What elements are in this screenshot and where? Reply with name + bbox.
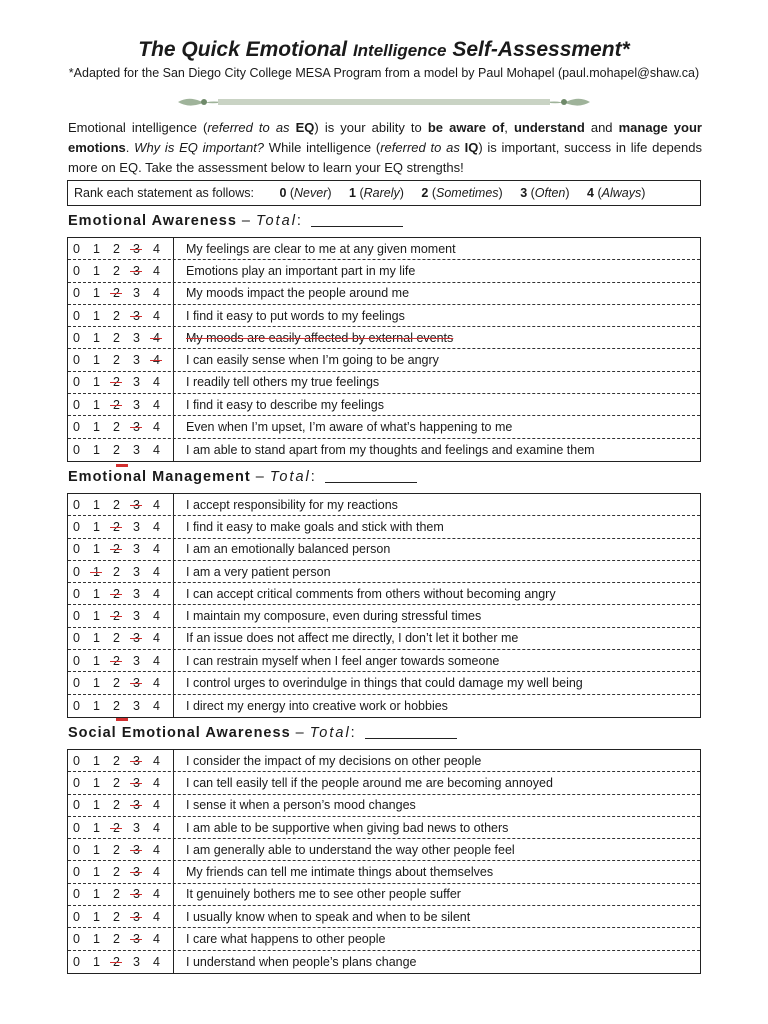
rating-option[interactable]: 4 xyxy=(153,263,160,278)
table-row xyxy=(68,516,700,538)
rating-option[interactable]: 1 xyxy=(93,286,100,301)
rating-option[interactable]: 4 xyxy=(153,698,160,713)
rating-option[interactable]: 0 xyxy=(73,753,80,768)
rating-option[interactable]: 0 xyxy=(73,263,80,278)
rating-option[interactable]: 0 xyxy=(73,497,80,512)
rating-option[interactable]: 2 xyxy=(113,398,133,412)
rating-option[interactable]: 4 xyxy=(153,865,160,880)
total-label: Total xyxy=(269,469,311,485)
rating-option[interactable]: 4 xyxy=(153,887,160,902)
table-row xyxy=(68,372,700,394)
rating-option[interactable]: 4 xyxy=(153,820,160,835)
statement-text: I can restrain myself when I feel anger towards someone xyxy=(186,653,500,668)
rating-option[interactable]: 4 xyxy=(153,586,160,601)
rank-option: 3 (Often) xyxy=(520,186,570,200)
handwritten-mark xyxy=(116,718,128,721)
rating-option[interactable]: 4 xyxy=(153,798,160,813)
table-row xyxy=(68,539,700,561)
rating-option[interactable]: 2 xyxy=(113,497,120,512)
rating-option[interactable]: 4 xyxy=(153,442,160,457)
rating-option[interactable]: 0 xyxy=(73,519,80,534)
rating-option[interactable]: 1 xyxy=(93,375,100,390)
rating-option[interactable]: 3 xyxy=(133,375,140,390)
statement-text: I find it easy to describe my feelings xyxy=(186,397,385,412)
rating-option[interactable]: 3 xyxy=(133,586,140,601)
rating-scale xyxy=(68,238,174,259)
rating-option[interactable]: 0 xyxy=(73,798,80,813)
rating-option[interactable]: 3 xyxy=(133,309,153,323)
total-label: Total xyxy=(309,725,351,741)
rating-scale xyxy=(68,516,174,537)
rating-option[interactable]: 4 xyxy=(153,308,160,323)
rating-option[interactable]: 1 xyxy=(93,954,100,969)
rating-option[interactable]: 1 xyxy=(93,497,100,512)
statement-text: I am a very patient person xyxy=(186,564,331,579)
section-heading: Emotional Awareness – Total: xyxy=(68,212,403,229)
rating-option[interactable]: 4 xyxy=(153,331,173,345)
rating-scale xyxy=(68,695,174,717)
rating-option[interactable]: 2 xyxy=(113,821,133,835)
rating-scale xyxy=(68,439,174,461)
rating-option[interactable]: 0 xyxy=(73,286,80,301)
rating-option[interactable]: 3 xyxy=(133,776,153,790)
rating-option[interactable]: 4 xyxy=(153,397,160,412)
rating-scale xyxy=(68,327,174,348)
rating-option[interactable]: 2 xyxy=(113,654,133,668)
rating-option[interactable]: 0 xyxy=(73,775,80,790)
rating-option[interactable]: 1 xyxy=(93,308,100,323)
question-table xyxy=(67,237,701,462)
intro-paragraph: Emotional intelligence (referred to as EQ) is your ability to be aware of, understand and manage your emotions. Why is EQ important? While intelligence (referred to as IQ) is important, success in life depends more on EQ. Take the assessment below to learn your EQ strengths! xyxy=(68,120,702,175)
rating-option[interactable]: 3 xyxy=(133,286,140,301)
statement-text: I am able to be supportive when giving bad news to others xyxy=(186,820,509,835)
rating-scale xyxy=(68,951,174,973)
rating-option[interactable]: 0 xyxy=(73,241,80,256)
total-blank[interactable] xyxy=(311,212,403,227)
rating-option[interactable]: 3 xyxy=(133,698,140,713)
table-row xyxy=(68,416,700,438)
rating-scale xyxy=(68,750,174,771)
statement-text: I understand when people’s plans change xyxy=(186,954,417,969)
statement-text: I sense it when a person’s mood changes xyxy=(186,798,416,813)
rating-option[interactable]: 3 xyxy=(133,264,153,278)
rating-scale xyxy=(68,349,174,370)
rating-option[interactable]: 3 xyxy=(133,498,153,512)
rating-option[interactable]: 2 xyxy=(113,932,120,947)
question-table xyxy=(67,493,701,718)
rating-scale xyxy=(68,884,174,905)
rating-option[interactable]: 4 xyxy=(153,420,160,435)
rating-option[interactable]: 4 xyxy=(153,519,160,534)
rating-scale xyxy=(68,605,174,626)
section-title: Emotional Management xyxy=(68,469,251,485)
statement-text: I find it easy to make goals and stick with them xyxy=(186,519,444,534)
rating-option[interactable]: 1 xyxy=(93,909,100,924)
rating-option[interactable]: 0 xyxy=(73,932,80,947)
rating-option[interactable]: 1 xyxy=(93,397,100,412)
rating-option[interactable]: 0 xyxy=(73,353,80,368)
rating-option[interactable]: 4 xyxy=(153,375,160,390)
rating-option[interactable]: 4 xyxy=(153,954,160,969)
rating-option[interactable]: 2 xyxy=(113,775,120,790)
statement-text: Even when I’m upset, I’m aware of what’s happening to me xyxy=(186,420,513,435)
rating-scale xyxy=(68,795,174,816)
section-heading: Emotional Management – Total: xyxy=(68,468,417,485)
table-row xyxy=(68,884,700,906)
rating-scale xyxy=(68,305,174,326)
rating-scale xyxy=(68,772,174,793)
rating-option[interactable]: 0 xyxy=(73,564,80,579)
rating-option[interactable]: 1 xyxy=(93,932,100,947)
rating-option[interactable]: 1 xyxy=(93,653,100,668)
rating-option[interactable]: 3 xyxy=(133,609,140,624)
rating-option[interactable]: 1 xyxy=(93,519,100,534)
question-table xyxy=(67,749,701,974)
rank-option: 0 (Never) xyxy=(279,186,332,200)
rating-option[interactable]: 1 xyxy=(93,609,100,624)
rating-scale xyxy=(68,561,174,582)
rating-option[interactable]: 4 xyxy=(153,753,160,768)
rating-option[interactable]: 2 xyxy=(113,520,133,534)
page-title: The Quick Emotional Intelligence Self-Assessment* xyxy=(138,38,630,61)
table-row xyxy=(68,561,700,583)
statement-text: I find it easy to put words to my feelings xyxy=(186,308,405,323)
rating-option[interactable]: 2 xyxy=(113,308,120,323)
subtitle: *Adapted for the San Diego City College MESA Program from a model by Paul Mohapel (paul.mohapel@shaw.ca) xyxy=(68,66,700,80)
rating-option[interactable]: 1 xyxy=(93,631,100,646)
rating-option[interactable]: 4 xyxy=(153,653,160,668)
table-row xyxy=(68,583,700,605)
rank-instructions: Rank each statement as follows: xyxy=(74,186,254,200)
statement-text: My friends can tell me intimate things about themselves xyxy=(186,865,494,880)
rating-option[interactable]: 2 xyxy=(113,676,120,691)
rating-option[interactable]: 2 xyxy=(113,909,120,924)
rating-option[interactable]: 4 xyxy=(153,932,160,947)
rating-option[interactable]: 1 xyxy=(93,865,100,880)
rating-option[interactable]: 2 xyxy=(113,631,120,646)
total-blank[interactable] xyxy=(365,724,457,739)
table-row xyxy=(68,628,700,650)
rating-option[interactable]: 0 xyxy=(73,542,80,557)
rank-option: 1 (Rarely) xyxy=(349,186,404,200)
rank-option: 4 (Always) xyxy=(587,186,646,200)
rating-scale xyxy=(68,906,174,927)
rating-option[interactable]: 3 xyxy=(133,397,140,412)
rating-option[interactable]: 0 xyxy=(73,909,80,924)
rating-option[interactable]: 3 xyxy=(133,420,153,434)
rating-option[interactable]: 0 xyxy=(73,842,80,857)
statement-text: I can tell easily tell if the people around me are becoming annoyed xyxy=(186,775,553,790)
rating-scale xyxy=(68,817,174,838)
rating-option[interactable]: 3 xyxy=(133,242,153,256)
rating-option[interactable]: 4 xyxy=(153,497,160,512)
total-label: Total xyxy=(256,213,297,229)
statement-text: My moods impact the people around me xyxy=(186,286,410,301)
rating-option[interactable]: 3 xyxy=(133,954,140,969)
rating-option[interactable]: 3 xyxy=(133,442,140,457)
table-row xyxy=(68,672,700,694)
rating-option[interactable]: 2 xyxy=(113,609,133,623)
rating-option[interactable]: 1 xyxy=(93,565,113,579)
rating-scale xyxy=(68,839,174,860)
rating-option[interactable]: 0 xyxy=(73,308,80,323)
rating-option[interactable]: 2 xyxy=(113,375,133,389)
rating-scale xyxy=(68,494,174,515)
rating-option[interactable]: 1 xyxy=(93,330,100,345)
total-blank[interactable] xyxy=(325,468,417,483)
rating-option[interactable]: 3 xyxy=(133,519,140,534)
rating-scale xyxy=(68,628,174,649)
rating-option[interactable]: 1 xyxy=(93,442,100,457)
rating-option[interactable]: 2 xyxy=(113,798,120,813)
rating-option[interactable]: 3 xyxy=(133,887,153,901)
rating-option[interactable]: 2 xyxy=(113,420,120,435)
table-row xyxy=(68,349,700,371)
table-row xyxy=(68,305,700,327)
rating-option[interactable]: 3 xyxy=(133,798,153,812)
rating-scale xyxy=(68,260,174,281)
table-row xyxy=(68,260,700,282)
rating-option[interactable]: 2 xyxy=(113,842,120,857)
rating-option[interactable]: 1 xyxy=(93,542,100,557)
table-row xyxy=(68,394,700,416)
rating-scale xyxy=(68,416,174,437)
rating-option[interactable]: 0 xyxy=(73,397,80,412)
table-row xyxy=(68,439,700,461)
rating-option[interactable]: 3 xyxy=(133,865,153,879)
rating-scale xyxy=(68,650,174,671)
statement-text: I direct my energy into creative work or hobbies xyxy=(186,698,448,713)
rating-option[interactable]: 4 xyxy=(153,631,160,646)
rating-scale xyxy=(68,928,174,949)
statement-text: I am able to stand apart from my thoughts and feelings and examine them xyxy=(186,442,595,457)
rating-option[interactable]: 2 xyxy=(113,587,133,601)
table-row xyxy=(68,750,700,772)
statement-text: I can easily sense when I’m going to be angry xyxy=(186,353,439,368)
table-row xyxy=(68,650,700,672)
table-row xyxy=(68,238,700,260)
rating-option[interactable]: 2 xyxy=(113,753,120,768)
rating-option[interactable]: 3 xyxy=(133,564,140,579)
rating-option[interactable]: 1 xyxy=(93,353,100,368)
rating-option[interactable]: 4 xyxy=(153,909,160,924)
rank-legend xyxy=(67,180,701,206)
rating-option[interactable]: 2 xyxy=(113,263,120,278)
rating-option[interactable]: 3 xyxy=(133,932,153,946)
table-row xyxy=(68,906,700,928)
rating-option[interactable]: 1 xyxy=(93,887,100,902)
statement-text: I consider the impact of my decisions on other people xyxy=(186,753,482,768)
rating-option[interactable]: 1 xyxy=(93,676,100,691)
rating-option[interactable]: 2 xyxy=(113,330,120,345)
rating-option[interactable]: 3 xyxy=(133,631,153,645)
rating-option[interactable]: 2 xyxy=(113,564,120,579)
table-row xyxy=(68,327,700,349)
rating-option[interactable]: 0 xyxy=(73,820,80,835)
rank-option: 2 (Sometimes) xyxy=(421,186,503,200)
rating-option[interactable]: 3 xyxy=(133,353,140,368)
rating-option[interactable]: 3 xyxy=(133,676,153,690)
rating-option[interactable]: 2 xyxy=(113,442,120,457)
rating-scale xyxy=(68,539,174,560)
rating-option[interactable]: 4 xyxy=(153,775,160,790)
rating-option[interactable]: 3 xyxy=(133,820,140,835)
rating-option[interactable]: 4 xyxy=(153,286,160,301)
rating-option[interactable]: 0 xyxy=(73,954,80,969)
rating-option[interactable]: 3 xyxy=(133,330,140,345)
section-title: Emotional Awareness xyxy=(68,213,237,229)
decorative-divider-icon xyxy=(174,94,594,110)
rating-option[interactable]: 0 xyxy=(73,887,80,902)
rating-option[interactable]: 1 xyxy=(93,241,100,256)
section-title: Social Emotional Awareness xyxy=(68,725,291,741)
rating-scale xyxy=(68,372,174,393)
table-row xyxy=(68,795,700,817)
rating-option[interactable]: 2 xyxy=(113,286,133,300)
section-heading: Social Emotional Awareness – Total: xyxy=(68,724,457,741)
rating-option[interactable]: 0 xyxy=(73,698,80,713)
rating-option[interactable]: 0 xyxy=(73,330,80,345)
statement-text: If an issue does not affect me directly, I don’t let it bother me xyxy=(186,631,519,646)
statement-text: It genuinely bothers me to see other people suffer xyxy=(186,887,461,902)
rating-option[interactable]: 2 xyxy=(113,887,120,902)
rating-scale xyxy=(68,283,174,304)
table-row xyxy=(68,605,700,627)
rating-option[interactable]: 0 xyxy=(73,442,80,457)
table-row xyxy=(68,772,700,794)
rating-option[interactable]: 0 xyxy=(73,609,80,624)
rating-option[interactable]: 0 xyxy=(73,865,80,880)
statement-text: I control urges to overindulge in things that could damage my well being xyxy=(186,676,583,691)
table-row xyxy=(68,817,700,839)
rating-option[interactable]: 2 xyxy=(113,241,120,256)
statement-text: My moods are easily affected by external events xyxy=(186,330,454,345)
rating-option[interactable]: 1 xyxy=(93,420,100,435)
rating-scale xyxy=(68,672,174,693)
rating-option[interactable]: 4 xyxy=(153,609,160,624)
rating-option[interactable]: 3 xyxy=(133,542,140,557)
statement-text: I am an emotionally balanced person xyxy=(186,542,391,557)
rating-option[interactable]: 0 xyxy=(73,631,80,646)
statement-text: I readily tell others my true feelings xyxy=(186,375,380,390)
rating-option[interactable]: 4 xyxy=(153,542,160,557)
handwritten-mark xyxy=(116,464,128,467)
table-row xyxy=(68,928,700,950)
statement-text: I maintain my composure, even during stressful times xyxy=(186,609,482,624)
rating-option[interactable]: 4 xyxy=(153,353,173,367)
rating-scale xyxy=(68,394,174,415)
rating-option[interactable]: 0 xyxy=(73,375,80,390)
rating-option[interactable]: 0 xyxy=(73,586,80,601)
rating-option[interactable]: 1 xyxy=(93,820,100,835)
rating-option[interactable]: 3 xyxy=(133,754,153,768)
rating-option[interactable]: 1 xyxy=(93,775,100,790)
rating-option[interactable]: 2 xyxy=(113,542,133,556)
rating-option[interactable]: 1 xyxy=(93,842,100,857)
rating-option[interactable]: 0 xyxy=(73,676,80,691)
rating-option[interactable]: 2 xyxy=(113,865,120,880)
rating-option[interactable]: 1 xyxy=(93,753,100,768)
table-row xyxy=(68,839,700,861)
statement-text: I accept responsibility for my reactions xyxy=(186,497,398,512)
statement-text: My feelings are clear to me at any given moment xyxy=(186,241,456,256)
rating-option[interactable]: 0 xyxy=(73,420,80,435)
rating-option[interactable]: 4 xyxy=(153,676,160,691)
rating-option[interactable]: 1 xyxy=(93,798,100,813)
rating-option[interactable]: 3 xyxy=(133,910,153,924)
rating-option[interactable]: 0 xyxy=(73,653,80,668)
table-row xyxy=(68,494,700,516)
rating-option[interactable]: 3 xyxy=(133,653,140,668)
statement-text: I can accept critical comments from others without becoming angry xyxy=(186,586,556,601)
table-row xyxy=(68,861,700,883)
rating-scale xyxy=(68,861,174,882)
table-row xyxy=(68,951,700,973)
table-row xyxy=(68,283,700,305)
rating-option[interactable]: 4 xyxy=(153,241,160,256)
table-row xyxy=(68,695,700,717)
rating-option[interactable]: 2 xyxy=(113,353,120,368)
rating-option[interactable]: 2 xyxy=(113,955,133,969)
statement-text: Emotions play an important part in my life xyxy=(186,263,416,278)
rating-option[interactable]: 4 xyxy=(153,842,160,857)
rating-option[interactable]: 4 xyxy=(153,564,160,579)
statement-text: I care what happens to other people xyxy=(186,932,386,947)
statement-text: I usually know when to speak and when to be silent xyxy=(186,909,471,924)
rating-option[interactable]: 1 xyxy=(93,586,100,601)
rating-option[interactable]: 1 xyxy=(93,263,100,278)
rating-option[interactable]: 3 xyxy=(133,843,153,857)
rating-scale xyxy=(68,583,174,604)
rating-option[interactable]: 2 xyxy=(113,698,120,713)
rating-option[interactable]: 1 xyxy=(93,698,100,713)
statement-text: I am generally able to understand the way other people feel xyxy=(186,842,515,857)
